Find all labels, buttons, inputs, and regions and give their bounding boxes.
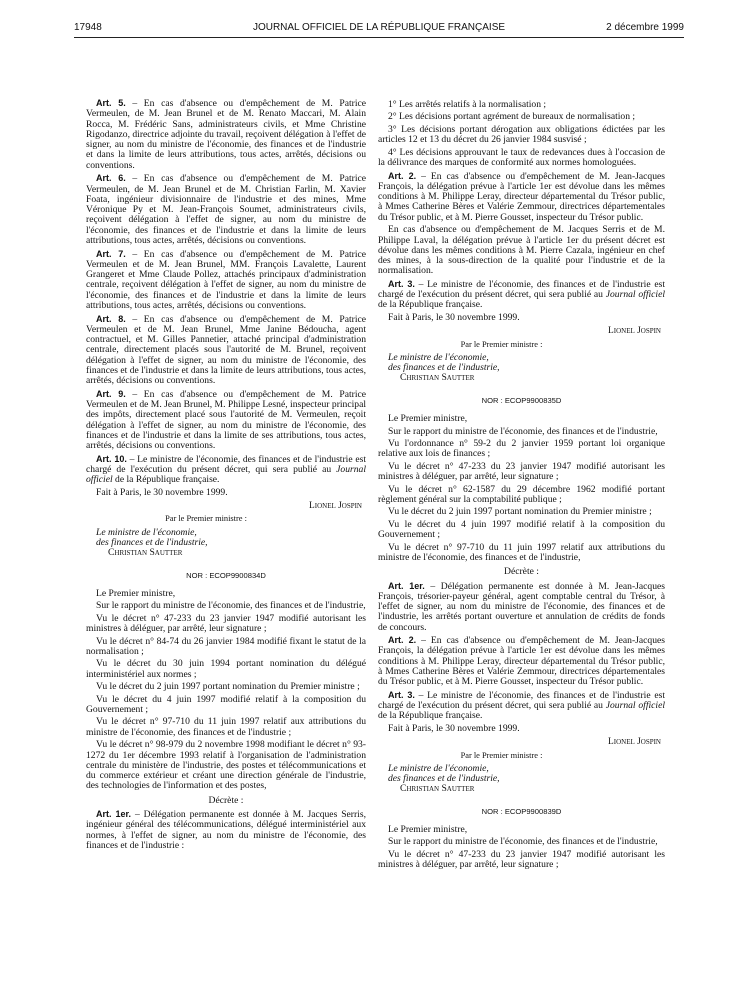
preamble-line: Vu le décret du 2 juin 1997 portant nomination du Premier ministre ; xyxy=(96,681,360,693)
preamble-line: Vu le décret n° 47-233 du 23 janvier 1947 modifié autorisant les ministres à déléguer, par arrêté, leur signature ; xyxy=(378,848,665,871)
minister-title-2: des finances et de l'industrie, xyxy=(388,773,500,785)
preamble-line: Le Premier ministre, xyxy=(388,413,468,425)
minister-title-1: Le ministre de l'économie, xyxy=(388,351,489,363)
page-header xyxy=(74,22,684,36)
preamble-line: Vu le décret n° 84-74 du 26 janvier 1984 modifié fixant le statut de la normalisation ; xyxy=(86,635,366,657)
par-le-premier-ministre: Par le Premier ministre : xyxy=(165,514,247,524)
preamble-line: Le Premier ministre, xyxy=(388,824,468,835)
list-item: 4° Les décisions approuvant le taux de redevances dues à l'occasion de la délivrance des marques de conformité aux normes homologuées. xyxy=(378,146,665,169)
preamble-line: Vu le décret n° 47-233 du 23 janvier 1947 modifié autorisant les ministres à déléguer, par arrêté, leur signature ; xyxy=(378,460,665,483)
article-10: Art. 10. – Le ministre de l'économie, des finances et de l'industrie est chargé de l'exécution du présent décret, qui sera publié au Journal officiel de la République française. xyxy=(86,453,367,486)
fait-a-paris: Fait à Paris, le 30 novembre 1999. xyxy=(388,311,520,323)
preamble-line: Vu le décret n° 97-710 du 11 juin 1997 relatif aux attributions du ministre de l'économie, des finances et de l'industrie, xyxy=(378,541,665,563)
article-5: Art. 5. – En cas d'absence ou d'empêchement de M. Patrice Vermeulen, de M. Jean Brunel et de M. Renato Maccari, M. Alain Rocca, M. Frédéric Sans, administrateurs civils, et Mme Christine Rigodanzo, directrice adjointe du travail, reçoivent délégation à l'effet de signer, au nom du ministre de l'économie, des finances et de l'industrie et dans la limite de leurs attributions, tous actes, arrêtés, décisions ou conventions. xyxy=(86,98,367,171)
preamble-line: Sur le rapport du ministre de l'économie, des finances et de l'industrie, xyxy=(96,600,366,612)
header-rule xyxy=(74,37,684,38)
list-item: 3° Les décisions portant dérogation aux obligations édictées par les articles 12 et 13 du décret du 26 janvier 1984 susvisé ; xyxy=(378,123,665,146)
page-number: 17948 xyxy=(74,22,102,33)
signature-pm: Lionel Jospin xyxy=(608,737,661,748)
nor-reference: NOR : ECOP9900835D xyxy=(481,395,562,405)
minister-name: Christian Sautter xyxy=(400,783,475,795)
article-9: Art. 9. – En cas d'absence ou d'empêchement de M. Patrice Vermeulen et de M. Jean Brunel, M. Philippe Lesné, inspecteur principal des impôts, directement placé sous l'autorité de M. Vermeulen, reçoit délégation à l'effet de signer, au nom du ministre de l'économie, des finances et de l'industrie et dans la limite de ses attributions, tous actes, arrêtés, décisions ou conventions. xyxy=(86,388,367,452)
decrete: Décrète : xyxy=(504,566,539,578)
preamble-line: Sur le rapport du ministre de l'économie, des finances et de l'industrie, xyxy=(388,836,658,848)
minister-title-2: des finances et de l'industrie, xyxy=(96,537,208,548)
par-le-premier-ministre: Par le Premier ministre : xyxy=(460,750,543,760)
preamble-line: Vu le décret du 4 juin 1997 modifié relatif à la composition du Gouvernement ; xyxy=(378,518,665,541)
preamble-line: Vu le décret n° 62-1587 du 29 décembre 1962 modifié portant règlement général sur la comptabilité publique ; xyxy=(378,483,665,505)
fait-a-paris: Fait à Paris, le 30 novembre 1999. xyxy=(96,486,228,498)
article-1: Art. 1er. – Délégation permanente est donnée à M. Jean-Jacques François, trésorier-payeur général, agent comptable central du Trésor, à l'effet de signer, au nom du ministre de l'économie, des finances et de l'industrie, les arrêtés portant ouverture et annulation de crédits de fonds de concours. xyxy=(378,580,665,633)
preamble-line: Sur le rapport du ministre de l'économie, des finances et de l'industrie, xyxy=(388,425,658,437)
preamble-line: Vu le décret du 4 juin 1997 modifié relatif à la composition du Gouvernement ; xyxy=(86,693,366,715)
list-item: 1° Les arrêtés relatifs à la normalisation ; xyxy=(388,99,547,110)
list-item: 2° Les décisions portant agrément de bureaux de normalisation ; xyxy=(388,111,636,123)
fait-a-paris: Fait à Paris, le 30 novembre 1999. xyxy=(388,722,520,734)
right-column xyxy=(378,100,665,873)
preamble-line: Le Premier ministre, xyxy=(96,587,176,599)
par-le-premier-ministre: Par le Premier ministre : xyxy=(460,339,543,349)
nor-reference: NOR : ECOP9900834D xyxy=(186,570,266,580)
preamble-line: Vu le décret n° 98-979 du 2 novembre 1998 modifiant le décret n° 93-1272 du 1er décembre 1993 relatif à l'organisation de l'administration centrale du ministère de l'industrie, des postes et télécommunications et du commerce extérieur et créant une direction générale de l'industrie, des technologies de l'information et des postes, xyxy=(86,739,366,792)
minister-title-2: des finances et de l'industrie, xyxy=(388,362,500,374)
article-2: Art. 2. – En cas d'absence ou d'empêchement de M. Jean-Jacques François, la délégation prévue à l'article 1er est dévolue dans les mêmes conditions à M. Philippe Leray, directeur départemental du Trésor public, à Mmes Catherine Bères et Valérie Zemmour, directrices départementales du Trésor public, et à M. Pierre Gousset, inspecteur du Trésor public. xyxy=(378,635,665,688)
article-6: Art. 6. – En cas d'absence ou d'empêchement de M. Patrice Vermeulen, de M. Jean Brunel et de M. Christian Farlin, M. Xavier Foata, ingénieur divisionnaire de l'industrie et des mines, Mme Véronique Py et M. Jean-François Soumet, administrateurs civils, reçoivent délégation à l'effet de signer, au nom du ministre de l'économie, des finances et de l'industrie et dans la limite de leurs attributions, tous actes, arrêtés, décisions ou conventions. xyxy=(86,173,367,247)
signature-pm: Lionel Jospin xyxy=(608,326,661,337)
minister-title-1: Le ministre de l'économie, xyxy=(96,526,197,538)
article-3: Art. 3. – Le ministre de l'économie, des finances et de l'industrie est chargé de l'exécution du présent décret, qui sera publié au Journal officiel de la République française. xyxy=(378,689,666,722)
article-7: Art. 7. – En cas d'absence ou d'empêchement de M. Patrice Vermeulen et de M. Jean Brunel, MM. François Lavalette, Laurent Grangeret et Mme Claude Pollez, attachés principaux d'administration centrale, reçoivent délégation à l'effet de signer, au nom du ministre de l'économie, des finances et de l'industrie et dans la limite de leurs attributions, tous actes, arrêtés, décisions ou conventions. xyxy=(86,248,367,312)
left-column xyxy=(86,98,366,853)
signature-pm: Lionel Jospin xyxy=(309,501,362,512)
article-1: Art. 1er. – Délégation permanente est donnée à M. Jacques Serris, ingénieur général des télécommunications, délégué interministériel aux normes, à l'effet de signer, au nom du ministre de l'économie, des finances et de l'industrie : xyxy=(86,809,366,851)
preamble-line: Vu le décret du 2 juin 1997 portant nomination du Premier ministre ; xyxy=(388,506,652,518)
minister-title-1: Le ministre de l'économie, xyxy=(388,762,489,774)
issue-date: 2 décembre 1999 xyxy=(606,22,684,33)
article-2-paragraph: En cas d'absence ou d'empêchement de M. Jacques Serris et de M. Philippe Laval, la délégation prévue à l'article 1er du présent décret est dévolue dans les mêmes conditions à M. Pierre Cazala, ingénieur en chef des mines, à la sous-direction de la qualité pour l'industrie et de la normalisation. xyxy=(378,224,665,277)
decrete: Décrète : xyxy=(208,794,244,806)
minister-name: Christian Sautter xyxy=(108,547,183,559)
minister-name: Christian Sautter xyxy=(400,372,475,384)
preamble-line: Vu le décret du 30 juin 1994 portant nomination du délégué interministériel aux normes ; xyxy=(86,658,366,680)
journal-title: JOURNAL OFFICIEL DE LA RÉPUBLIQUE FRANÇAISE xyxy=(252,22,506,33)
article-2: Art. 2. – En cas d'absence ou d'empêchement de M. Jean-Jacques François, la délégation prévue à l'article 1er est dévolue dans les mêmes conditions à M. Philippe Leray, directeur départemental du Trésor public, à Mmes Catherine Bères et Valérie Zemmour, directrices départementales du Trésor public, et à M. Pierre Gousset, inspecteur du Trésor public. xyxy=(378,170,665,223)
preamble-line: Vu le décret n° 97-710 du 11 juin 1997 relatif aux attributions du ministre de l'économie, des finances et de l'industrie ; xyxy=(86,716,366,738)
article-3: Art. 3. – Le ministre de l'économie, des finances et de l'industrie est chargé de l'exécution du présent décret, qui sera publié au Journal officiel de la République française. xyxy=(378,278,666,311)
preamble-line: Vu l'ordonnance n° 59-2 du 2 janvier 1959 portant loi organique relative aux lois de finances ; xyxy=(378,438,665,460)
preamble-line: Vu le décret n° 47-233 du 23 janvier 1947 modifié autorisant les ministres à déléguer, par arrêté, leur signature ; xyxy=(86,612,366,635)
nor-reference: NOR : ECOP9900839D xyxy=(481,806,562,816)
article-8: Art. 8. – En cas d'absence ou d'empêchement de M. Patrice Vermeulen et de M. Jean Brunel, Mme Janine Bédoucha, agent contractuel, et M. Gilles Pannetier, attaché principal d'administration centrale, directement placés sous l'autorité de M. Brunel, reçoivent délégation à l'effet de signer, au nom du ministre de l'économie, des finances et de l'industrie et dans la limite de leurs attributions, tous actes, arrêtés, décisions ou conventions. xyxy=(86,313,367,387)
